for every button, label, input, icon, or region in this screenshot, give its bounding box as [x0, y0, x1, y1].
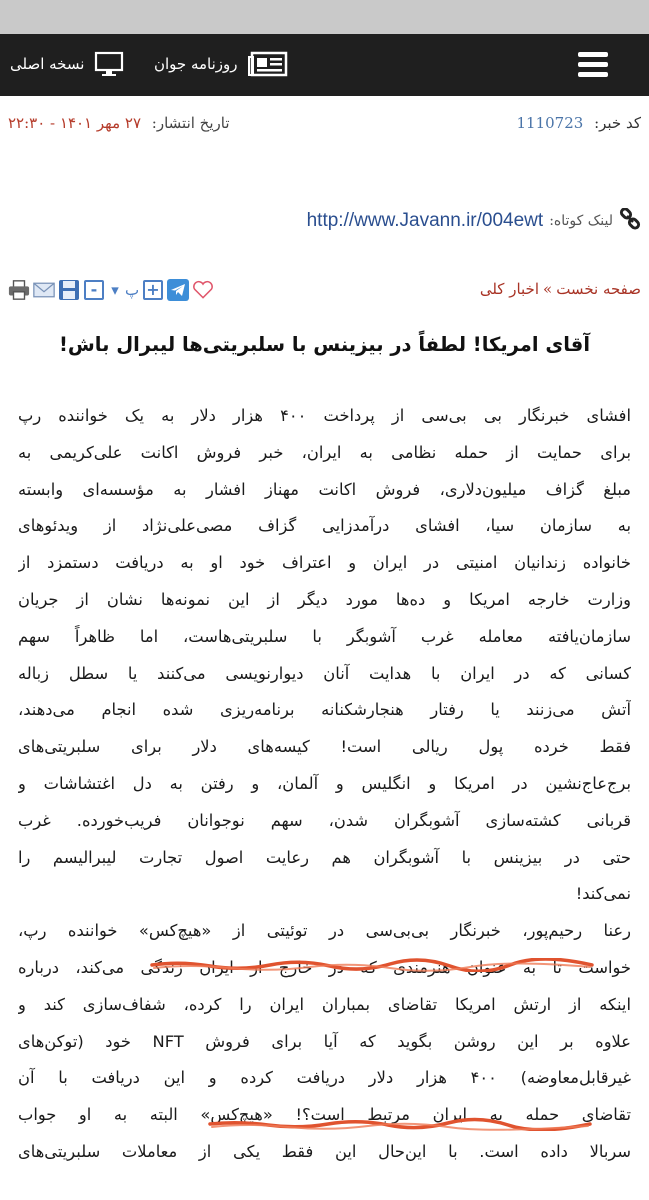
highlight-underline: [150, 958, 594, 972]
short-link: [307, 208, 641, 234]
font-size-small-icon[interactable]: ▾: [111, 281, 119, 299]
article-line: خانواده زندانیان امنیتی در ایران و اعتراف خود او به دریافت دستمزد از: [18, 553, 631, 573]
article-line: آتش می‌زنند یا رفتار هنجارشکنانه برنامه‌ریزی شده انجام می‌دهند،: [18, 700, 631, 720]
telegram-icon[interactable]: [167, 279, 189, 301]
main-version-label: نسخه اصلی: [10, 55, 85, 73]
article-line: مبلغ گزاف میلیون‌دلاری، فروش اکانت مهناز افشار به مؤسسه‌ای وابسته: [18, 479, 631, 499]
email-icon[interactable]: [33, 279, 55, 301]
article-body: [18, 398, 631, 1171]
breadcrumb: [480, 280, 641, 298]
article-line: اینکه از ارتش امریکا تقاضای بمباران ایران را کرده، شفاف‌سازی کند و: [18, 994, 631, 1014]
font-increase-icon[interactable]: +: [142, 279, 164, 301]
newspaper-label: روزنامه جوان: [154, 55, 238, 73]
print-icon[interactable]: [8, 279, 30, 301]
article-line: نمی‌کند!: [575, 884, 631, 904]
highlight-underline: [208, 1117, 592, 1131]
article-line: خواست تا به عنوان هنرمندی که در خارج از ایران زندگی می‌کند، درباره: [18, 957, 631, 977]
short-link-label: لینک کوتاه:: [549, 213, 613, 229]
breadcrumb-home[interactable]: صفحه نخست: [556, 280, 641, 298]
article-line: غیرقابل‌معاوضه) ۴۰۰ هزار دلار دریافت کرده و این دریافت با آن: [18, 1068, 631, 1088]
short-link-url[interactable]: http://www.Javann.ir/004ewt: [306, 210, 544, 231]
font-size-large-icon[interactable]: پ: [124, 281, 140, 299]
article-line: سازمان‌یافته معامله غرب آشوبگر با سلبریتی‌هاست، اما ظاهراً سهم: [18, 626, 631, 646]
article-line: تقاضای حمله به ایران مرتبط است؟! «هیچ‌کس» البته به او جواب: [18, 1105, 631, 1125]
article-line: فقط خرده پول ریالی است! کیسه‌های دلار برای سلبریتی‌های: [18, 737, 631, 757]
save-icon[interactable]: [58, 279, 80, 301]
article-line: علاوه بر این روشن بگوید که آیا برای فروش NFT خود (توکن‌های: [18, 1031, 631, 1051]
news-code: [516, 114, 641, 132]
article-line: کسانی که در ایران با هدایت آنان دیوارنویسی می‌کنند یا سطل زباله: [18, 663, 631, 683]
top-navigation-bar: [0, 34, 649, 96]
article-line: برای حمایت از حمله نظامی به ایران، خبر فروش اکانت علی‌کریمی به: [18, 442, 631, 462]
publish-date: [8, 114, 230, 132]
breadcrumb-separator: »: [543, 280, 553, 298]
article-meta: [0, 114, 649, 138]
link-icon: [619, 208, 641, 234]
hamburger-menu-icon[interactable]: [578, 52, 608, 78]
article-line: حتی در بیزینس با آشوبگران هم رعایت اصول تجارت لیبرالیسم را: [18, 847, 631, 867]
article-line: قربانی کشته‌سازی آشوبگران شدن، سهم نوجوانان فریب‌خورده. غرب: [18, 810, 631, 830]
desktop-monitor-icon: [94, 51, 124, 77]
heart-icon[interactable]: [192, 279, 214, 301]
article-line: سربالا داده است. با این‌حال این فقط یکی از معاملات سلبریتی‌های: [18, 1141, 631, 1161]
news-code-label: کد خبر:: [594, 114, 641, 132]
newspaper-link[interactable]: [154, 50, 288, 78]
article-line: وزارت خارجه امریکا و ده‌ها مورد دیگر از این نمونه‌ها نشان از جریان: [18, 589, 631, 609]
font-decrease-icon[interactable]: -: [83, 279, 105, 301]
article-line: برج‌عاج‌نشین در امریکا و انگلیس و آلمان، و رفتن به دل اغتشاشات و: [18, 773, 631, 793]
news-code-value: 1110723: [516, 114, 584, 132]
main-version-link[interactable]: [10, 50, 124, 78]
publish-date-value: ۲۷ مهر ۱۴۰۱ - ۲۲:۳۰: [8, 114, 142, 132]
article-toolbar: [8, 278, 214, 302]
article-line: به سازمان سیا، افشای درآمدزایی گزاف مصی‌علی‌نژاد از ویدئوهای: [18, 516, 631, 536]
newspaper-icon: [248, 51, 288, 77]
article-title: آقای امریکا! لطفاً در بیزینس با سلبریتی‌ها لیبرال باش!: [58, 333, 591, 356]
breadcrumb-section[interactable]: اخبار کلی: [479, 280, 540, 298]
publish-date-label: تاریخ انتشار:: [151, 114, 230, 132]
browser-status-bar: [0, 0, 649, 34]
article-line: رعنا رحیم‌پور، خبرنگار بی‌بی‌سی در توئیتی از «هیچ‌کس» خواننده رپ،: [18, 921, 631, 941]
article-line: افشای خبرنگار بی بی‌سی از پرداخت ۴۰۰ هزار دلار به یک خواننده رپ: [18, 406, 631, 425]
